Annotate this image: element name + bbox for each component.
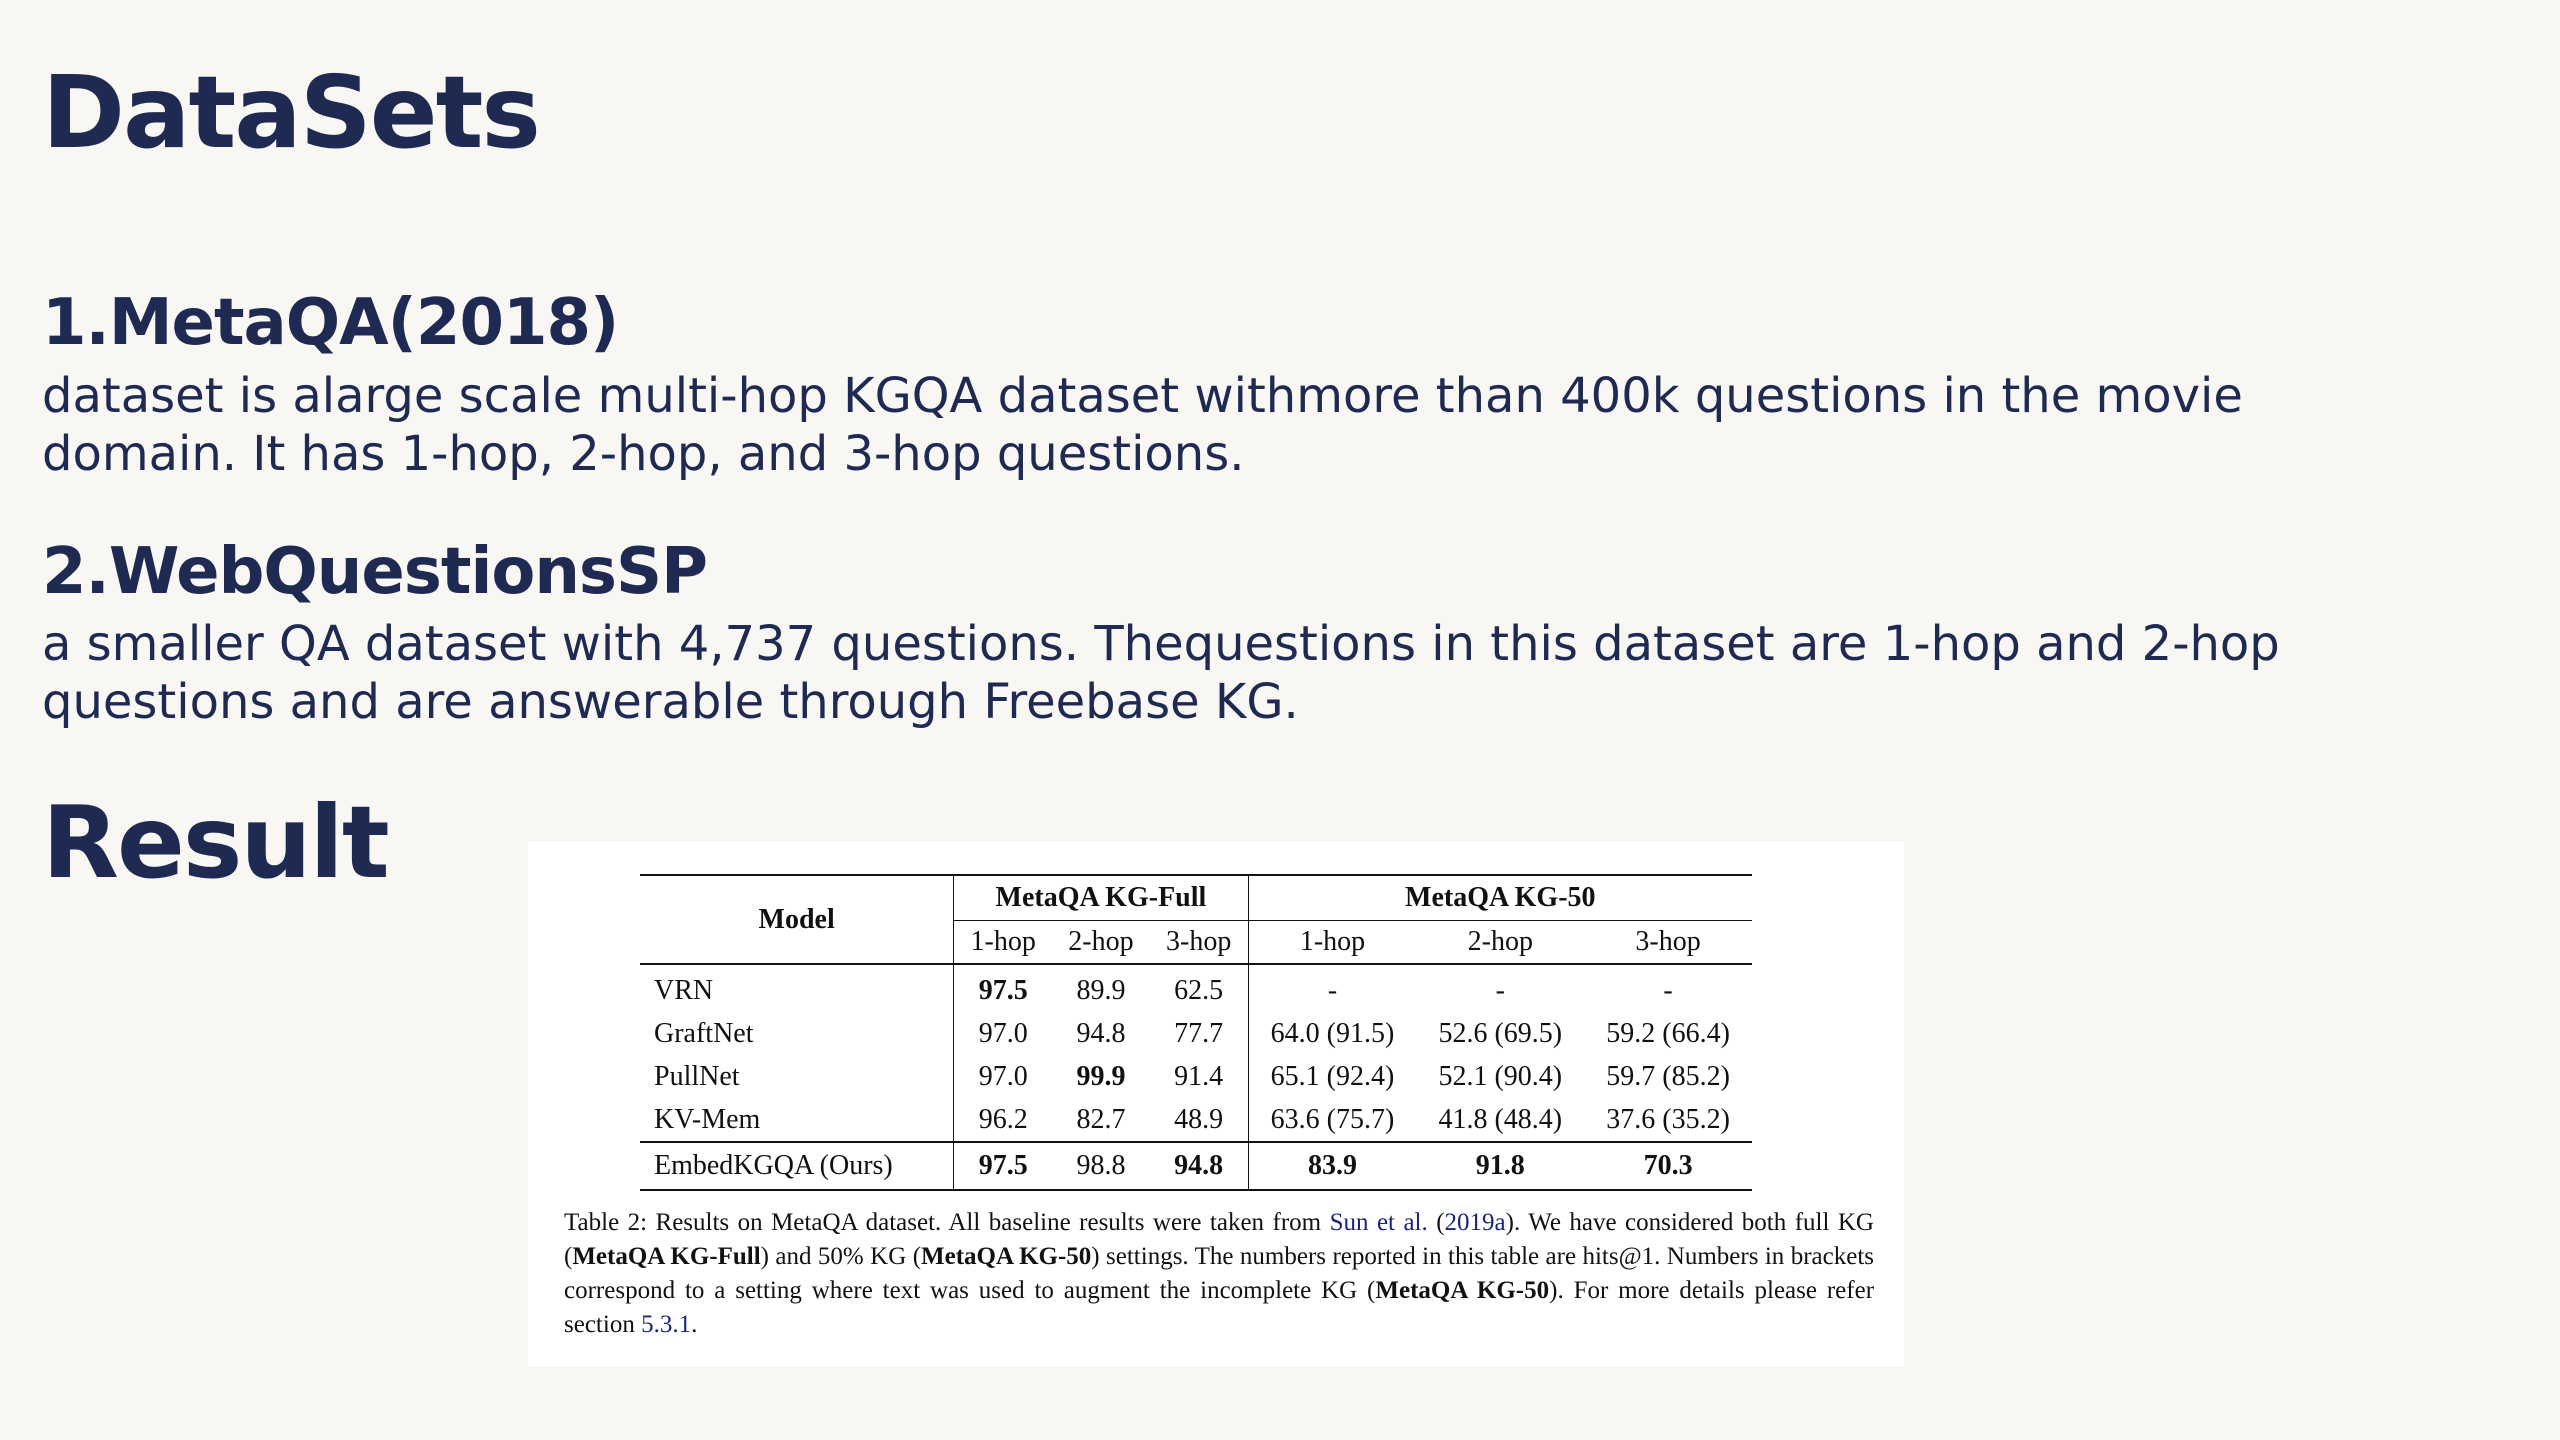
table-header-row [640, 875, 1752, 921]
score-cell: 59.7 (85.2) [1606, 1060, 1730, 1092]
webquestionssp-description: a smaller QA dataset with 4,737 questions. Thequestions in this dataset are 1-hop and 2-hop questions and are answerable through Freebase KG. [42, 616, 2280, 730]
score-cell: 94.8 [1150, 1142, 1248, 1190]
table-caption [564, 1206, 1874, 1342]
caption-text: ). We have considered both full KG ( [564, 1209, 1874, 1270]
caption-emphasis: MetaQA KG-Full [572, 1243, 761, 1270]
citation-year-link[interactable]: 2019a [1444, 1209, 1506, 1236]
score-cell: 94.8 [1076, 1017, 1126, 1049]
table-row [640, 1098, 1752, 1142]
caption-text: ) and 50% KG ( [760, 1243, 922, 1270]
metaqa-heading: 1.MetaQA(2018) [42, 286, 619, 360]
score-cell: 63.6 (75.7) [1270, 1103, 1395, 1135]
score-cell: - [1327, 974, 1338, 1006]
caption-text: ) settings. The numbers reported in this table are hits@1. Numbers in brackets correspond to a setting where text was used to augment the incomplete KG ( [564, 1243, 1874, 1304]
hop-header: 3-hop [1150, 921, 1248, 965]
page-title: DataSets [42, 54, 539, 171]
score-cell: 59.2 (66.4) [1606, 1017, 1730, 1049]
score-cell: 48.9 [1150, 1098, 1248, 1142]
model-column-header: Model [640, 875, 954, 964]
caption-emphasis: MetaQA KG-50 [1375, 1277, 1550, 1304]
score-cell: 82.7 [1076, 1103, 1126, 1135]
score-cell: 83.9 [1248, 1142, 1416, 1190]
score-cell: 98.8 [1052, 1142, 1150, 1190]
hop-header: 3-hop [1584, 921, 1752, 965]
model-cell: EmbedKGQA (Ours) [640, 1142, 954, 1190]
caption-text: ( [1427, 1209, 1445, 1236]
citation-link[interactable]: Sun et al. [1329, 1209, 1428, 1236]
model-cell: KV-Mem [640, 1098, 954, 1142]
table-row [640, 1012, 1752, 1055]
caption-text: Table 2: Results on MetaQA dataset. All baseline results were taken from [564, 1209, 1330, 1236]
score-cell: 97.0 [978, 1017, 1028, 1049]
metaqa-description: dataset is alarge scale multi-hop KGQA dataset withmore than 400k questions in the movie domain. It has 1-hop, 2-hop, and 3-hop questions. [42, 368, 2243, 482]
score-cell: - [1495, 974, 1505, 1006]
section-ref-link[interactable]: 5.3.1 [641, 1311, 692, 1338]
hop-header: 2-hop [1052, 921, 1150, 965]
table-row [640, 964, 1752, 1012]
caption-emphasis: MetaQA KG-50 [921, 1243, 1092, 1270]
kg-50-group-header: MetaQA KG-50 [1248, 875, 1752, 921]
score-cell: 65.1 (92.4) [1270, 1060, 1395, 1092]
results-table [640, 874, 1752, 1191]
score-cell: 62.5 [1150, 964, 1248, 1012]
score-cell: - [1663, 974, 1673, 1006]
score-cell: 91.8 [1416, 1142, 1584, 1190]
score-cell: 77.7 [1150, 1012, 1248, 1055]
model-cell: GraftNet [640, 1012, 954, 1055]
score-cell: 70.3 [1584, 1142, 1752, 1190]
score-cell: 91.4 [1150, 1055, 1248, 1098]
score-cell: 97.5 [978, 974, 1028, 1006]
score-cell: 97.5 [954, 1142, 1052, 1190]
model-cell: VRN [640, 964, 954, 1012]
score-cell: 52.6 (69.5) [1438, 1017, 1563, 1049]
score-cell: 96.2 [978, 1103, 1028, 1135]
hop-header: 1-hop [954, 921, 1052, 965]
score-cell: 37.6 (35.2) [1606, 1103, 1730, 1135]
webquestionssp-heading: 2.WebQuestionsSP [42, 535, 707, 609]
score-cell: 97.0 [978, 1060, 1028, 1092]
model-cell: PullNet [640, 1055, 954, 1098]
table-row [640, 1055, 1752, 1098]
table-row-ours [640, 1142, 1752, 1190]
result-heading: Result [42, 784, 388, 901]
hop-header: 1-hop [1248, 921, 1416, 965]
kg-full-group-header: MetaQA KG-Full [954, 875, 1248, 921]
score-cell: 52.1 (90.4) [1438, 1060, 1563, 1092]
score-cell: 64.0 (91.5) [1270, 1017, 1395, 1049]
score-cell: 41.8 (48.4) [1438, 1103, 1563, 1135]
score-cell: 89.9 [1076, 974, 1126, 1006]
score-cell: 99.9 [1076, 1060, 1126, 1092]
caption-text: ). For more details please refer section [564, 1277, 1875, 1338]
caption-text: . [691, 1311, 698, 1338]
results-figure [528, 842, 1904, 1366]
hop-header: 2-hop [1416, 921, 1584, 965]
